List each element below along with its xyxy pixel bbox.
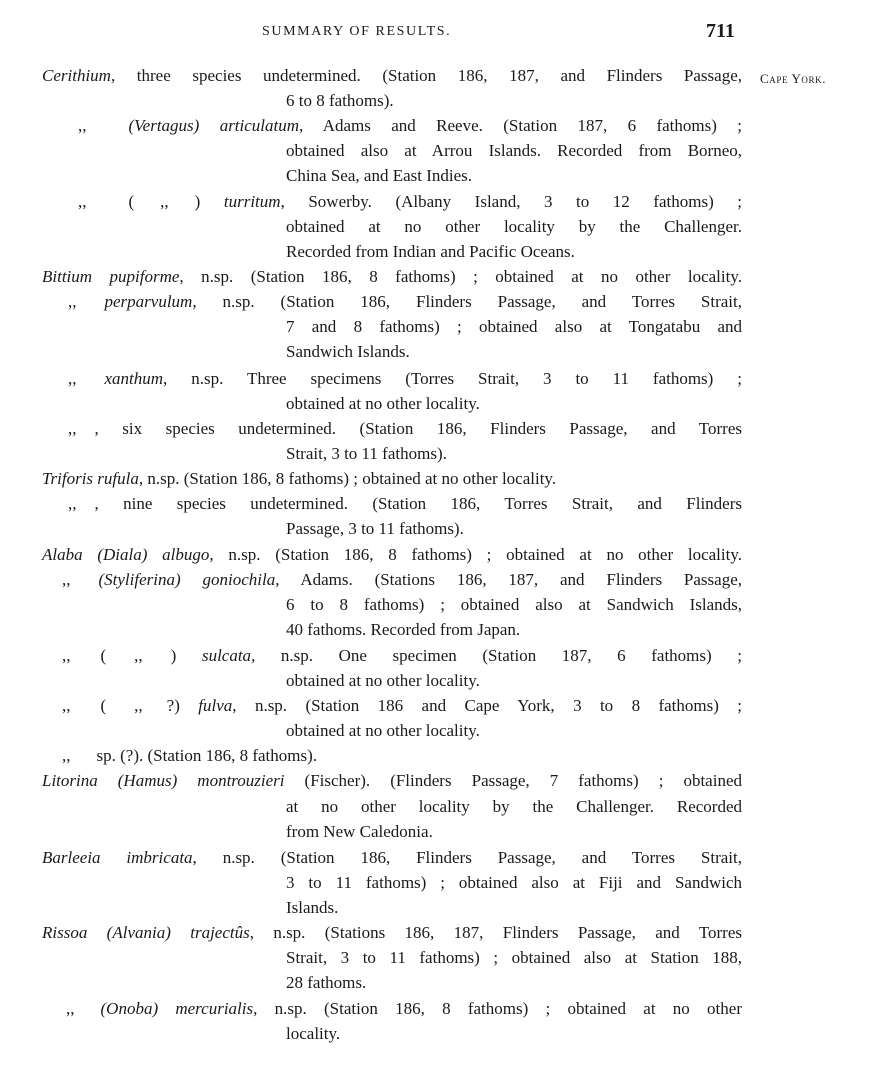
entry-line <box>68 368 742 390</box>
ditto-mark: ,, <box>66 999 75 1018</box>
continuation-line: obtained at no other locality. <box>286 394 480 413</box>
ditto-mark: ,, <box>78 192 87 211</box>
entry-text: , n.sp. (Station 186, 8 fathoms) ; obtained at no other locality. <box>209 545 742 564</box>
entry-text: , nine species undetermined. (Station 186, Torres Strait, and Flinders <box>94 494 742 513</box>
entry-line <box>68 291 742 313</box>
entry-text: , n.sp. (Stations 186, 187, Flinders Passage, and Torres <box>249 923 742 942</box>
continuation-line: Strait, 3 to 11 fathoms) ; obtained also at Station 188, <box>286 948 742 967</box>
continuation-line: 28 fathoms. <box>286 973 367 992</box>
continuation-line: from New Caledonia. <box>286 822 433 841</box>
entry-text: , n.sp. (Station 186, 8 fathoms) ; obtained at no other locality. <box>138 469 557 488</box>
ditto-mark: ,, <box>62 746 71 765</box>
ditto-mark: ,, <box>68 369 77 388</box>
continuation-line: obtained also at Arrou Islands. Recorded from Borneo, <box>286 141 742 160</box>
entry-line <box>68 493 742 515</box>
continuation-line: Sandwich Islands. <box>286 342 410 361</box>
entry-text: , n.sp. Three specimens (Torres Strait, 3 to 11 fathoms) ; <box>163 369 742 388</box>
ditto-mark: ,, <box>78 116 87 135</box>
ditto-mark: ,, <box>62 696 71 715</box>
entry-text: , Adams. (Stations 186, 187, and Flinders Passage, <box>275 570 742 589</box>
continuation-line: 6 to 8 fathoms) ; obtained also at Sandwich Islands, <box>286 595 742 614</box>
entry-line <box>78 115 742 137</box>
continuation-line: 40 fathoms. Recorded from Japan. <box>286 620 521 639</box>
margin-note-locality: Cape York. <box>760 71 827 86</box>
species-name: Litorina (Hamus) montrouzieri <box>42 771 285 790</box>
entry-line <box>42 847 742 869</box>
ditto-mark: ,, <box>62 570 71 589</box>
continuation-line: 3 to 11 fathoms) ; obtained also at Fiji and Sandwich <box>286 873 742 892</box>
entry-line <box>42 922 742 944</box>
entry-text: , Sowerby. (Albany Island, 3 to 12 fathoms) ; <box>280 192 742 211</box>
entry-line <box>62 745 317 767</box>
entry-line <box>42 65 742 87</box>
entry-text: , three species undetermined. (Station 186, 187, and Flinders Passage, <box>110 66 742 85</box>
continuation-line: obtained at no other locality. <box>286 671 480 690</box>
species-name: (Styliferina) goniochila <box>98 570 276 589</box>
species-name: turritum <box>223 192 281 211</box>
ditto-mark: ,, <box>62 646 71 665</box>
ditto-mark: ,, <box>68 419 77 438</box>
species-name: xanthum <box>104 369 164 388</box>
ditto-mark: ,, <box>134 696 143 715</box>
entry-line <box>66 998 742 1020</box>
entry-line <box>62 695 742 717</box>
continuation-line: at no other locality by the Challenger. Recorded <box>286 797 742 816</box>
page-number: 711 <box>706 20 735 42</box>
entry-line <box>68 418 742 440</box>
entry-line <box>62 645 742 667</box>
continuation-line: 6 to 8 fathoms). <box>286 91 394 110</box>
entry-line <box>42 266 742 288</box>
species-name: Alaba (Diala) albugo <box>42 545 210 564</box>
entry-text: (Fischer). (Flinders Passage, 7 fathoms) ; obtained <box>284 771 742 790</box>
entry-text: , n.sp. (Station 186, Flinders Passage, and Torres Strait, <box>192 848 742 867</box>
bracket: ) <box>194 192 201 211</box>
entry-line <box>42 468 556 490</box>
page-header <box>0 20 880 46</box>
entry-text: , six species undetermined. (Station 186, Flinders Passage, and Torres <box>94 419 742 438</box>
species-name: Bittium pupiforme <box>42 267 180 286</box>
species-name: fulva <box>198 696 233 715</box>
ditto-mark: ,, <box>134 646 143 665</box>
continuation-line: Islands. <box>286 898 339 917</box>
continuation-line: Passage, 3 to 11 fathoms). <box>286 519 464 538</box>
entry-text: , n.sp. (Station 186, 8 fathoms) ; obtained at no other locality. <box>179 267 742 286</box>
bracket: ( <box>128 192 135 211</box>
species-name: (Vertagus) articulatum <box>128 116 300 135</box>
species-name: sulcata <box>201 646 252 665</box>
entry-line <box>62 569 742 591</box>
continuation-line: Recorded from Indian and Pacific Oceans. <box>286 242 575 261</box>
entry-line <box>42 770 742 792</box>
species-name: perparvulum <box>104 292 193 311</box>
species-name: Barleeia imbricata <box>42 848 193 867</box>
entry-line <box>78 191 742 213</box>
entry-text: sp. (?). (Station 186, 8 fathoms). <box>96 746 317 765</box>
bracket: ( <box>100 696 107 715</box>
continuation-line: obtained at no other locality. <box>286 721 480 740</box>
entry-text: , n.sp. (Station 186, Flinders Passage, and Torres Strait, <box>192 292 742 311</box>
continuation-line: China Sea, and East Indies. <box>286 166 473 185</box>
entry-text: , n.sp. (Station 186 and Cape York, 3 to 8 fathoms) ; <box>232 696 743 715</box>
species-name: Triforis rufula <box>42 469 139 488</box>
entry-text: , Adams and Reeve. (Station 187, 6 fathoms) ; <box>299 116 742 135</box>
continuation-line: Strait, 3 to 11 fathoms). <box>286 444 447 463</box>
bracket: ( <box>100 646 107 665</box>
entry-line <box>42 544 742 566</box>
continuation-line: locality. <box>286 1024 341 1043</box>
species-name: Cerithium <box>42 66 111 85</box>
running-title: SUMMARY OF RESULTS. <box>262 24 452 39</box>
bracket: ) <box>170 646 177 665</box>
ditto-mark: ,, <box>68 494 77 513</box>
ditto-mark: ,, <box>160 192 169 211</box>
entry-text: , n.sp. One specimen (Station 187, 6 fathoms) ; <box>251 646 743 665</box>
species-name: Rissoa (Alvania) trajectûs <box>42 923 250 942</box>
continuation-line: 7 and 8 fathoms) ; obtained also at Tongatabu and <box>286 317 742 336</box>
entry-text: , n.sp. (Station 186, 8 fathoms) ; obtained at no other <box>253 999 742 1018</box>
species-name: (Onoba) mercurialis <box>100 999 254 1018</box>
bracket: ?) <box>166 696 180 715</box>
ditto-mark: ,, <box>68 292 77 311</box>
continuation-line: obtained at no other locality by the Challenger. <box>286 217 742 236</box>
